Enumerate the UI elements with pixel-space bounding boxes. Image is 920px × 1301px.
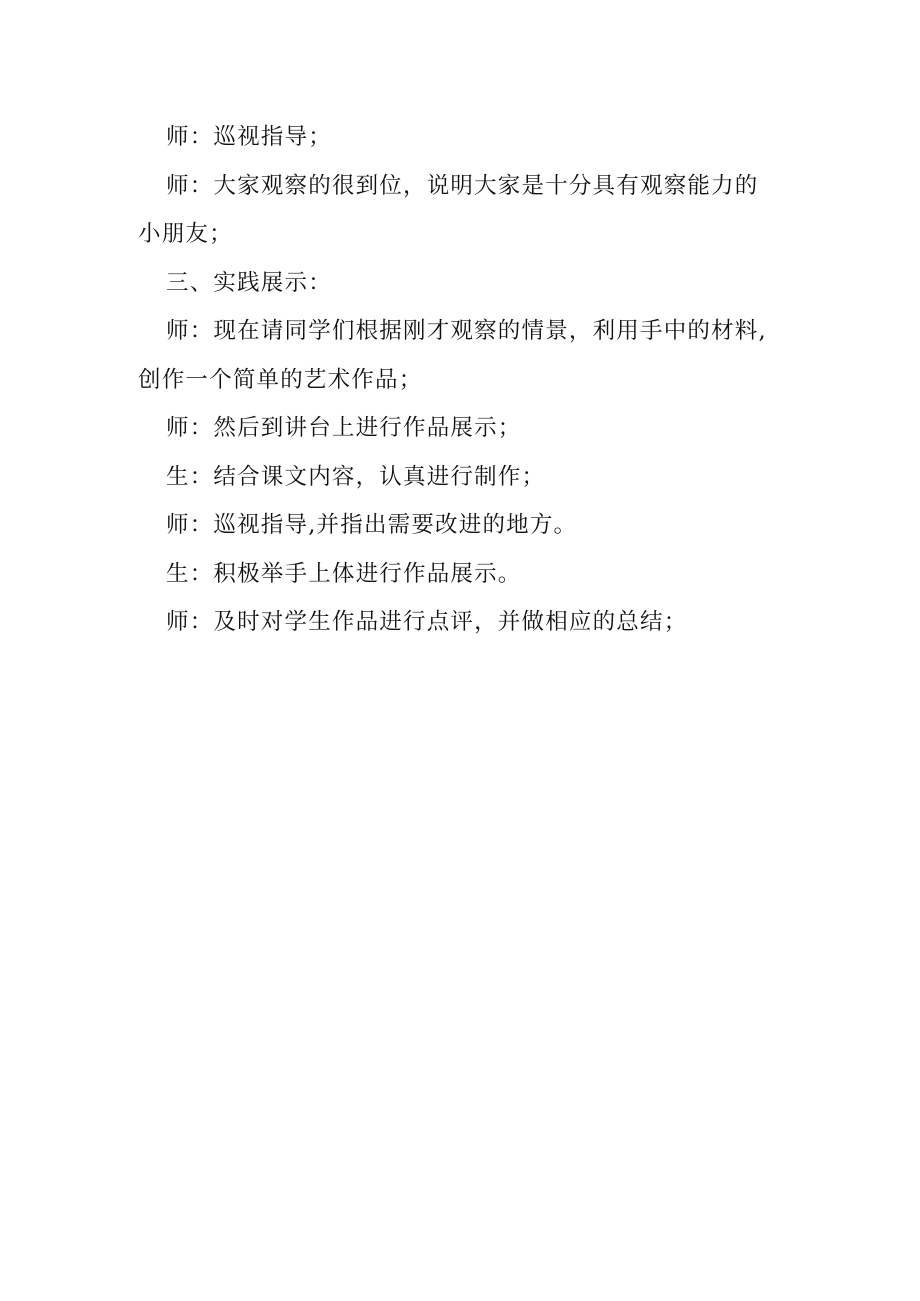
paragraph-student-make: 生：结合课文内容，认真进行制作； [166, 463, 546, 490]
section-heading-practice: 三、实践展示： [166, 269, 332, 296]
paragraph-teacher-show: 师：然后到讲台上进行作品展示； [166, 415, 522, 441]
document-body [138, 113, 778, 647]
paragraph-teacher-review: 师：及时对学生作品进行点评，并做相应的总结； [166, 609, 688, 635]
paragraph-student-present: 生：积极举手上体进行作品展示。 [166, 560, 522, 587]
paragraph-teacher-patrol: 师：巡视指导； [166, 124, 332, 150]
paragraph-teacher-praise: 师：大家观察的很到位，说明大家是十分具有观察能力的小朋友； [138, 172, 759, 247]
paragraph-teacher-create: 师：现在请同学们根据刚才观察的情景，利用手中的材料,创作一个简单的艺术作品； [138, 318, 767, 393]
paragraph-teacher-guide: 师：巡视指导,并指出需要改进的地方。 [166, 512, 578, 538]
